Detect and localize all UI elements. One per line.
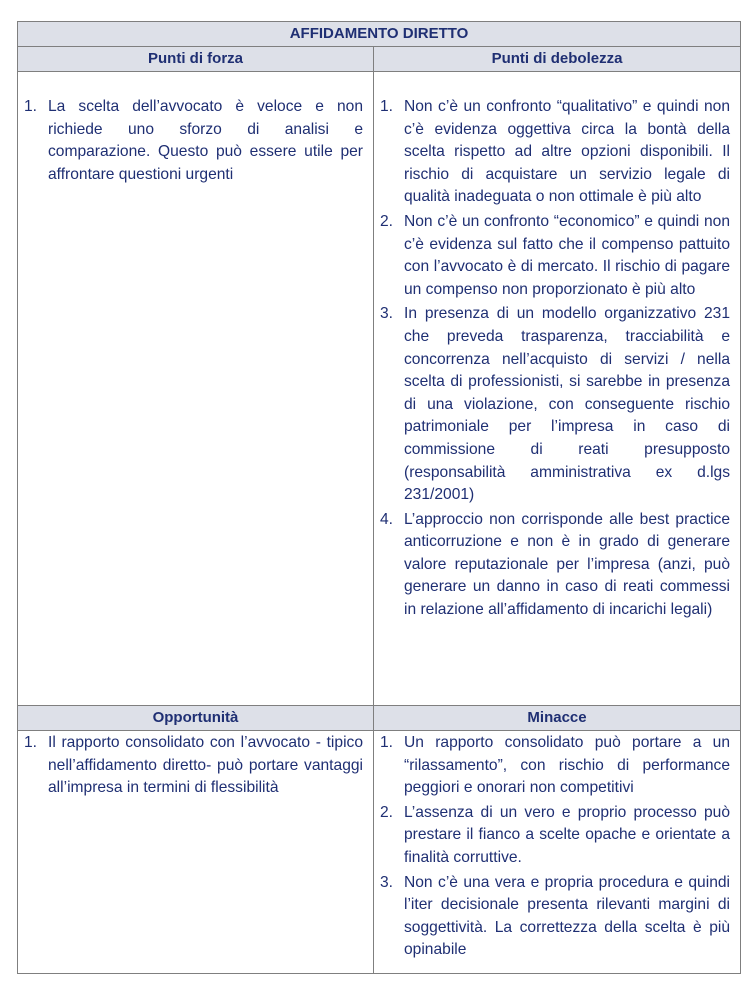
threats-header: Minacce	[374, 706, 741, 731]
list-item	[374, 509, 740, 622]
opportunity-text: Il rapporto consolidato con l’avvocato - tipico nell’affidamento diretto- può portare vantaggi all’impresa in termini di flessibilità	[48, 734, 363, 797]
weakness-text: Non c’è un confronto “economico” e quindi non c’è evidenza sul fatto che il compenso pattuito con l’avvocato è di mercato. Il rischio di pagare un compenso non proporzionato è più alto	[404, 212, 731, 298]
opportunities-list	[18, 732, 373, 800]
item-number: 4.	[380, 510, 394, 528]
list-item	[18, 732, 373, 800]
list-item	[18, 96, 373, 186]
weaknesses-cell	[374, 72, 741, 706]
table-title: AFFIDAMENTO DIRETTO	[18, 22, 741, 47]
list-item	[374, 872, 740, 962]
strengths-header: Punti di forza	[18, 47, 374, 72]
list-item	[374, 96, 740, 209]
threat-text: L’assenza di un vero e proprio processo può prestare il fianco a scelte opache e orientate a finalità corruttive.	[404, 803, 731, 866]
threat-text: Un rapporto consolidato può portare a un “rilassamento”, con rischio di performance peggiori e onorari non competitivi	[404, 734, 731, 797]
item-number: 1.	[24, 734, 38, 751]
weakness-text: L’approccio non corrisponde alle best practice anticorruzione e non è in grado di generare valore reputazionale per l’impresa (anzi, può generare un danno in caso di reati commessi in relazione all’affidamento di incarichi legali)	[404, 510, 731, 619]
swot-table	[17, 21, 741, 974]
list-item	[374, 732, 740, 800]
item-number: 1.	[380, 98, 394, 115]
item-number: 3.	[380, 873, 394, 891]
opportunities-cell	[18, 731, 374, 974]
list-item	[374, 211, 740, 301]
threats-cell	[374, 731, 741, 974]
threat-text: Non c’è una vera e propria procedura e quindi l’iter decisionale presenta rilevanti margini di soggettività. La correttezza della scelta è più opinabile	[404, 873, 731, 959]
strengths-list	[18, 96, 373, 186]
list-item	[374, 303, 740, 506]
weakness-text: In presenza di un modello organizzativo 231 che preveda trasparenza, tracciabilità e concorrenza nell’acquisto di servizi / nella scelta di professionisti, si sarebbe in presenza di una violazione, con conseguente rischio patrimoniale per l’impresa in caso di commissione di reati presupposto (responsabilità amministrativa ex d.lgs 231/2001)	[404, 305, 731, 504]
opportunities-header: Opportunità	[18, 706, 374, 731]
weaknesses-header: Punti di debolezza	[374, 47, 741, 72]
weakness-text: Non c’è un confronto “qualitativo” e quindi non c’è evidenza oggettiva circa la bontà della scelta rispetto ad altre opzioni disponibili. Il rischio di acquistare un servizio legale di qualità inadeguata o non ottimale è più alto	[404, 98, 731, 206]
strengths-cell	[18, 72, 374, 706]
item-number: 2.	[380, 803, 394, 821]
item-number: 2.	[380, 212, 394, 230]
item-number: 1.	[24, 98, 38, 115]
list-item	[374, 802, 740, 870]
weaknesses-list	[374, 96, 740, 622]
item-number: 3.	[380, 305, 394, 323]
item-number: 1.	[380, 734, 394, 751]
strength-text: La scelta dell’avvocato è veloce e non richiede uno sforzo di analisi e comparazione. Questo può essere utile per affrontare questioni urgenti	[48, 98, 363, 183]
threats-list	[374, 732, 740, 962]
